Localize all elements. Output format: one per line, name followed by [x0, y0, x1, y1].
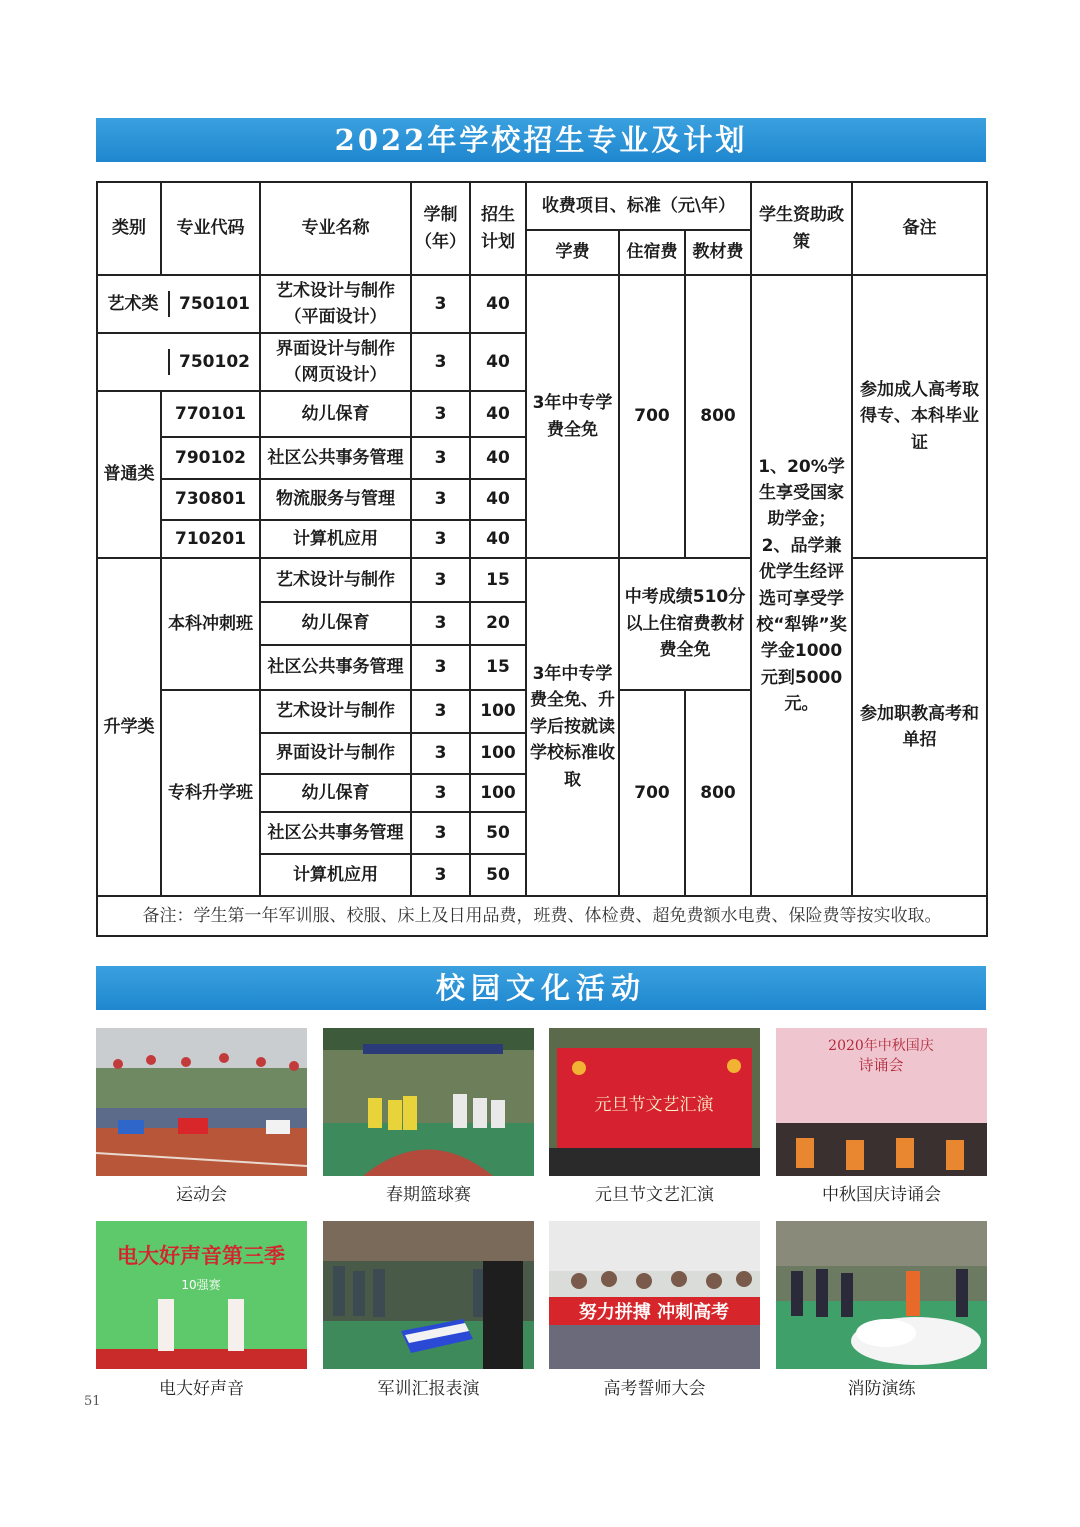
code-cell: 750101 — [169, 291, 259, 317]
enrollment-table — [96, 181, 988, 937]
code-cell: 710201 — [161, 520, 260, 558]
major-name: 幼儿保育 — [260, 391, 411, 437]
years-cell: 3 — [411, 391, 470, 437]
major-name: 界面设计与制作（网页设计） — [260, 333, 411, 391]
textbook-b: 800 — [685, 690, 751, 896]
major-name: 界面设计与制作 — [260, 733, 411, 774]
plan-cell: 40 — [470, 479, 526, 520]
major-name: 计算机应用 — [260, 520, 411, 558]
photo-title: 电大好声音第三季 — [117, 1244, 285, 1268]
years-cell: 3 — [411, 479, 470, 520]
photo-title: 元旦节文艺汇演 — [594, 1095, 714, 1115]
remark-b: 参加职教高考和单招 — [852, 558, 987, 896]
photo-title: 2020年中秋国庆 — [828, 1038, 934, 1054]
header-name: 专业名称 — [260, 182, 411, 275]
code-cell: 750102 — [169, 349, 259, 375]
category-art: 艺术类 — [107, 293, 159, 314]
art-block — [98, 291, 259, 317]
major-name: 艺术设计与制作 — [260, 690, 411, 733]
plan-cell: 40 — [470, 333, 526, 391]
page-number: 51 — [84, 1394, 101, 1409]
header-remark: 备注 — [852, 182, 987, 275]
major-name: 幼儿保育 — [260, 774, 411, 812]
photo-sports-meet — [96, 1028, 307, 1176]
years-cell: 3 — [411, 645, 470, 690]
caption: 消防演练 — [847, 1379, 916, 1399]
header-textbook: 教材费 — [685, 230, 751, 275]
header-category: 类别 — [97, 182, 161, 275]
plan-cell: 100 — [470, 774, 526, 812]
textbook-a: 800 — [685, 275, 751, 558]
code-cell: 770101 — [161, 391, 260, 437]
caption: 高考誓师大会 — [603, 1379, 706, 1399]
major-name: 社区公共事务管理 — [260, 437, 411, 479]
major-name: 艺术设计与制作 — [260, 558, 411, 602]
header-fees: 收费项目、标准（元\年） — [526, 182, 751, 230]
major-name: 计算机应用 — [260, 854, 411, 896]
category-general: 普通类 — [97, 391, 161, 558]
years-cell: 3 — [411, 812, 470, 854]
caption: 元旦节文艺汇演 — [595, 1185, 714, 1205]
plan-cell: 100 — [470, 733, 526, 774]
major-name: 物流服务与管理 — [260, 479, 411, 520]
lodging-b: 700 — [619, 690, 685, 896]
years-cell: 3 — [411, 520, 470, 558]
years-cell: 3 — [411, 733, 470, 774]
header-aid: 学生资助政策 — [751, 182, 852, 275]
category-upgrade: 升学类 — [97, 558, 161, 896]
plan-cell: 15 — [470, 645, 526, 690]
photo-basketball — [323, 1028, 534, 1176]
years-cell: 3 — [411, 854, 470, 896]
caption: 电大好声音 — [159, 1379, 244, 1399]
photo-fire-drill — [776, 1221, 987, 1369]
caption: 军训汇报表演 — [377, 1379, 480, 1399]
plan-cell: 20 — [470, 602, 526, 645]
photo-new-year-show — [549, 1028, 760, 1176]
major-name: 幼儿保育 — [260, 602, 411, 645]
years-cell: 3 — [411, 275, 470, 333]
years-cell: 3 — [411, 333, 470, 391]
header-plan: 招生计划 — [470, 182, 526, 275]
campus-culture-title: 校园文化活动 — [96, 966, 986, 1010]
plan-cell: 100 — [470, 690, 526, 733]
class-bachelor-sprint: 本科冲刺班 — [161, 558, 260, 690]
table-footnote: 备注：学生第一年军训服、校服、床上及日用品费，班费、体检费、超免费额水电费、保险费等按实收取。 — [97, 896, 987, 936]
enrollment-plan-title: 2022年学校招生专业及计划 — [96, 118, 986, 162]
years-cell: 3 — [411, 602, 470, 645]
tuition-a: 3年中专学费全免 — [526, 275, 619, 558]
major-name: 艺术设计与制作（平面设计） — [260, 275, 411, 333]
photo-exam-rally — [549, 1221, 760, 1369]
photo-subtitle: 诗诵会 — [858, 1056, 904, 1074]
tuition-b: 3年中专学费全免、升学后按就读学校标准收取 — [526, 558, 619, 896]
plan-cell: 40 — [470, 275, 526, 333]
caption: 中秋国庆诗诵会 — [822, 1185, 941, 1205]
years-cell: 3 — [411, 690, 470, 733]
major-name: 社区公共事务管理 — [260, 812, 411, 854]
photo-subtitle: 10强赛 — [181, 1278, 221, 1292]
photo-singing-contest — [96, 1221, 307, 1369]
major-name: 社区公共事务管理 — [260, 645, 411, 690]
plan-cell: 40 — [470, 437, 526, 479]
aid-policy: 1、20%学生享受国家助学金；2、品学兼优学生经评选可享受学校“犁铧”奖学金1000元到5000元。 — [751, 275, 852, 896]
header-tuition: 学费 — [526, 230, 619, 275]
code-cell: 790102 — [161, 437, 260, 479]
years-cell: 3 — [411, 774, 470, 812]
header-years: 学制（年） — [411, 182, 470, 275]
caption: 春期篮球赛 — [386, 1185, 471, 1205]
photo-military-training — [323, 1221, 534, 1369]
header-lodging: 住宿费 — [619, 230, 685, 275]
plan-cell: 50 — [470, 812, 526, 854]
photo-banner-text: 努力拼搏 冲刺高考 — [578, 1302, 730, 1323]
plan-cell: 50 — [470, 854, 526, 896]
header-code: 专业代码 — [161, 182, 260, 275]
years-cell: 3 — [411, 437, 470, 479]
plan-cell: 40 — [470, 520, 526, 558]
caption: 运动会 — [176, 1185, 227, 1205]
lodging-a: 700 — [619, 275, 685, 558]
plan-cell: 40 — [470, 391, 526, 437]
exam-waiver: 中考成绩510分以上住宿费教材费全免 — [619, 558, 751, 690]
code-cell: 730801 — [161, 479, 260, 520]
class-college-upgrade: 专科升学班 — [161, 690, 260, 896]
photo-poetry-reading — [776, 1028, 987, 1176]
plan-cell: 15 — [470, 558, 526, 602]
years-cell: 3 — [411, 558, 470, 602]
remark-a: 参加成人高考取得专、本科毕业证 — [852, 275, 987, 558]
